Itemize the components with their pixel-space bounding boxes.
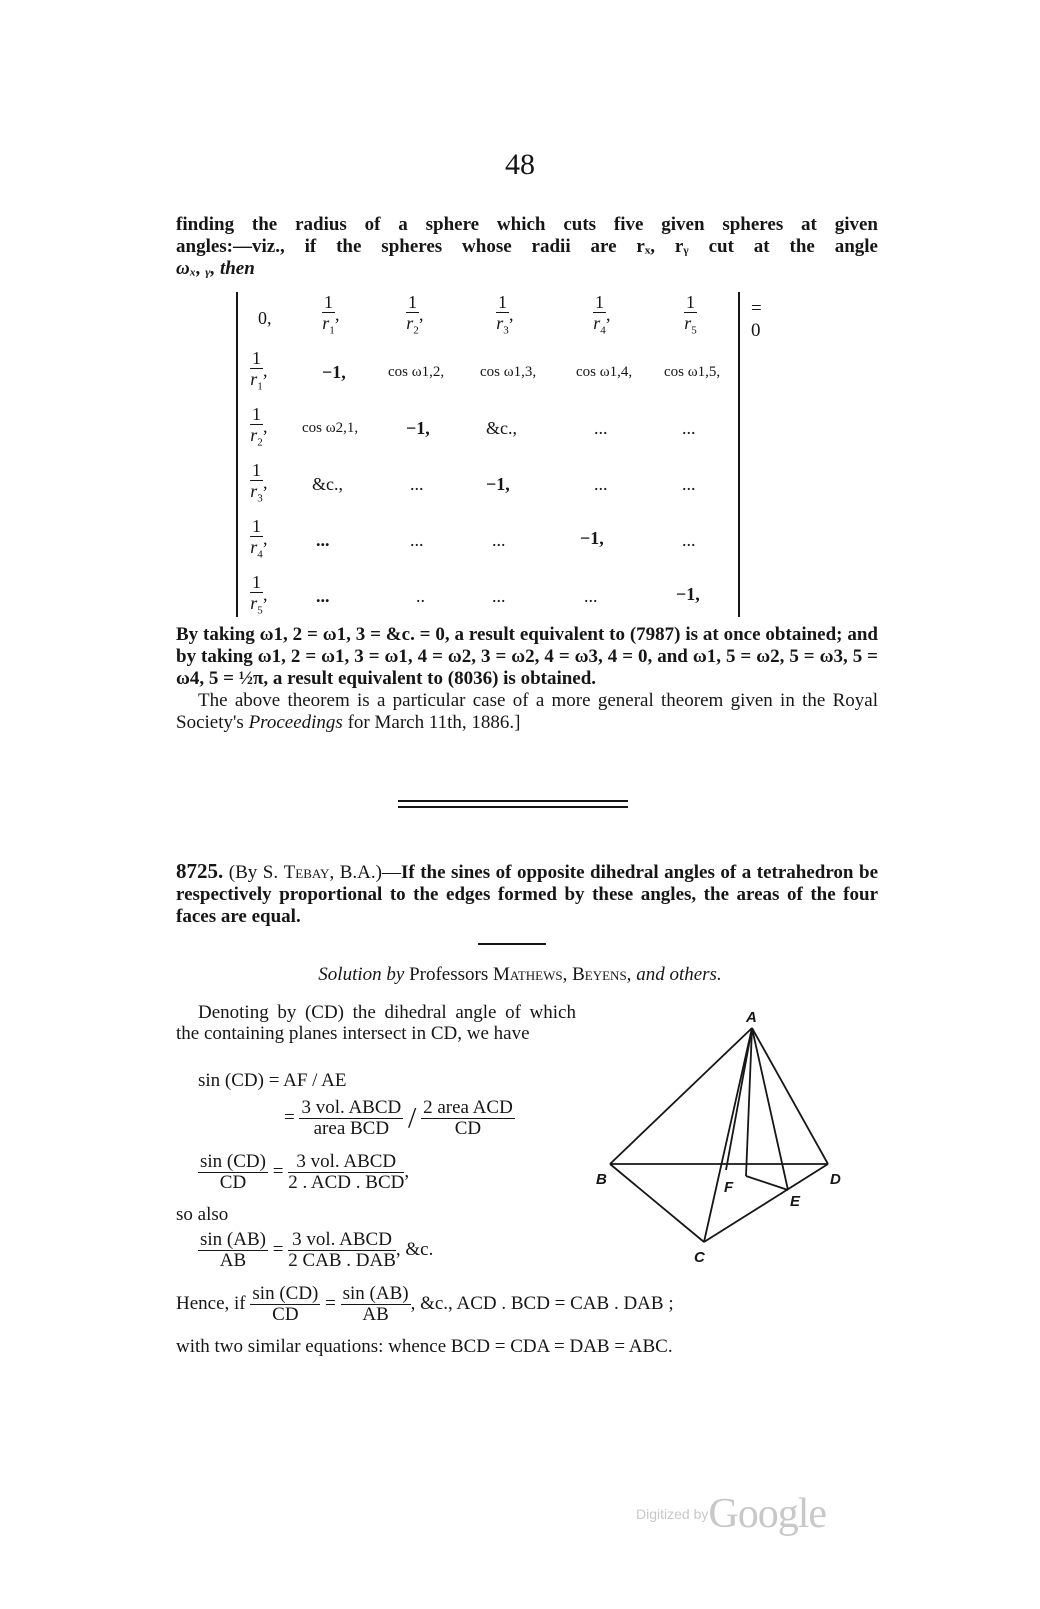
det-cell-3-4: ...: [594, 474, 608, 494]
det-cell-3-3: −1,: [486, 474, 510, 494]
separator-rule-top: [398, 800, 628, 802]
solution-heading: Solution by Professors Mathews, Beyens, and others.: [318, 964, 722, 985]
intro-paragraph: [176, 214, 878, 280]
proof-line-6: with two similar equations: whence BCD = CDA = DAB = ABC.: [176, 1336, 673, 1357]
edge-bc: [610, 1164, 704, 1242]
det-cell-1-1: −1,: [322, 362, 346, 382]
det-cell-5-3: ...: [492, 586, 506, 606]
label-a: A: [746, 1009, 757, 1026]
problem-text: 8725. (By S. Tebay, B.A.)—If the sines of opposite dihedral angles of a tetrahedron be respectively proportional to the edges formed by these angles, the areas of the four faces are equal.: [176, 859, 878, 927]
proof-line-2: = $\frac{\text{3 vol. ABCD}}{\text{area BCD}}$ / $\frac{\text{2 area ACD}}{CD}$: [284, 1097, 513, 1139]
det-cell-5-0: $\frac{1}{r_5}$ ,: [250, 572, 268, 617]
determinant-left-bar: [236, 292, 238, 617]
proof-line-1: sin (CD) = AF / AE: [198, 1070, 347, 1091]
det-cell-4-1: ...: [316, 530, 330, 550]
proof-line-4: $\frac{\sin (AB)}{AB}$ = $\frac{\text{3 vol. ABCD}}{\text{2 CAB . DAB}}$ , &c.: [200, 1229, 434, 1271]
proof-intro: Denoting by (CD) the dihedral angle of which the containing planes intersect in CD, we have: [176, 1002, 576, 1044]
edge-ac: [704, 1028, 752, 1242]
intro-line-3: ωₓ, ᵧ, then: [176, 258, 255, 279]
det-cell-3-1: &c.,: [312, 474, 343, 494]
result-paragraph: [176, 624, 878, 734]
det-cell-2-2: −1,: [406, 418, 430, 438]
line-fe: [746, 1176, 788, 1190]
det-cell-1-0: $\frac{1}{r_1}$ ,: [250, 348, 268, 393]
det-cell-2-3: &c.,: [486, 418, 517, 438]
separator-rule-bottom: [398, 806, 628, 808]
det-cell-0-3: $\frac{1}{r_3}$ ,: [496, 292, 514, 337]
intro-line-2: angles:—viz., if the spheres whose radii are rₓ, rᵧ cut at the angle: [176, 236, 878, 257]
theorem-note: The above theorem is a particular case of a more general theorem given in the Royal Society's Proceedings for March 11th, 1886.]: [176, 690, 878, 733]
edge-ad: [752, 1028, 828, 1164]
det-cell-4-4: −1,: [580, 528, 604, 548]
det-cell-2-1: cos ω2,1,: [302, 420, 359, 436]
det-cell-1-4: cos ω1,4,: [576, 364, 633, 380]
det-cell-4-5: ...: [682, 530, 696, 550]
label-b: B: [596, 1171, 607, 1188]
det-cell-4-3: ...: [492, 530, 506, 550]
label-d: D: [830, 1171, 841, 1188]
so-also: so also: [176, 1204, 229, 1225]
det-cell-5-4: ...: [584, 586, 598, 606]
label-f: F: [724, 1179, 734, 1196]
det-cell-0-4: $\frac{1}{r_4}$ ,: [593, 292, 611, 337]
det-cell-1-5: cos ω1,5,: [664, 364, 721, 380]
short-rule: [478, 943, 546, 945]
det-cell-5-2: ..: [416, 586, 425, 606]
det-cell-0-1: $\frac{1}{r_1}$ ,: [322, 292, 340, 337]
det-cell-3-2: ...: [410, 474, 424, 494]
determinant-equals: = 0: [751, 298, 762, 341]
determinant-right-bar: [738, 292, 740, 617]
det-cell-3-5: ...: [682, 474, 696, 494]
label-c: C: [694, 1249, 705, 1266]
det-cell-1-3: cos ω1,3,: [480, 364, 537, 380]
det-cell-4-2: ...: [410, 530, 424, 550]
intro-line-1: finding the radius of a sphere which cuts five given spheres at given: [176, 214, 878, 235]
determinant: [236, 292, 762, 617]
page-number: 48: [505, 148, 535, 181]
det-cell-0-2: $\frac{1}{r_2}$ ,: [406, 292, 424, 337]
det-cell-2-5: ...: [682, 418, 696, 438]
det-cell-5-5: −1,: [676, 584, 700, 604]
proof-line-5: Hence, if $\frac{\sin (CD)}{CD}$ = $\frac{\sin (AB)}{AB}$ , &c., ACD . BCD = CAB . DAB ;: [176, 1283, 674, 1325]
google-watermark: Digitized byGoogle: [636, 1491, 827, 1537]
problem-8725: [176, 860, 878, 928]
det-cell-1-2: cos ω1,2,: [388, 364, 445, 380]
det-cell-0-0: 0,: [258, 308, 272, 328]
proof-line-3: $\frac{\sin (CD)}{CD}$ = $\frac{\text{3 vol. ABCD}}{\text{2 . ACD . BCD}}$ ,: [200, 1151, 410, 1193]
det-cell-3-0: $\frac{1}{r_3}$ ,: [250, 460, 268, 505]
det-cell-2-0: $\frac{1}{r_2}$ ,: [250, 404, 268, 449]
result-text: By taking ω1, 2 = ω1, 3 = &c. = 0, a result equivalent to (7987) is at once obtained; and by taking ω1, 2 = ω1, 3 = ω1, 4 = ω2, 3 = ω2, 4 = ω3, 4 = 0, and ω1, 5 = ω2, 5 = ω3, 5 = ω4, 5 = ½π, a result equivalent to (8036) is obtained.: [176, 624, 878, 689]
det-cell-2-4: ...: [594, 418, 608, 438]
problem-number: 8725.: [176, 859, 224, 883]
line-ae: [752, 1028, 788, 1190]
edge-cd: [704, 1164, 828, 1242]
det-cell-4-0: $\frac{1}{r_4}$ ,: [250, 516, 268, 561]
det-cell-5-1: ...: [316, 586, 330, 606]
tetrahedron-figure: [594, 1000, 854, 1270]
label-e: E: [790, 1193, 801, 1210]
det-cell-0-5: $\frac{1}{r_5}$: [684, 292, 697, 337]
